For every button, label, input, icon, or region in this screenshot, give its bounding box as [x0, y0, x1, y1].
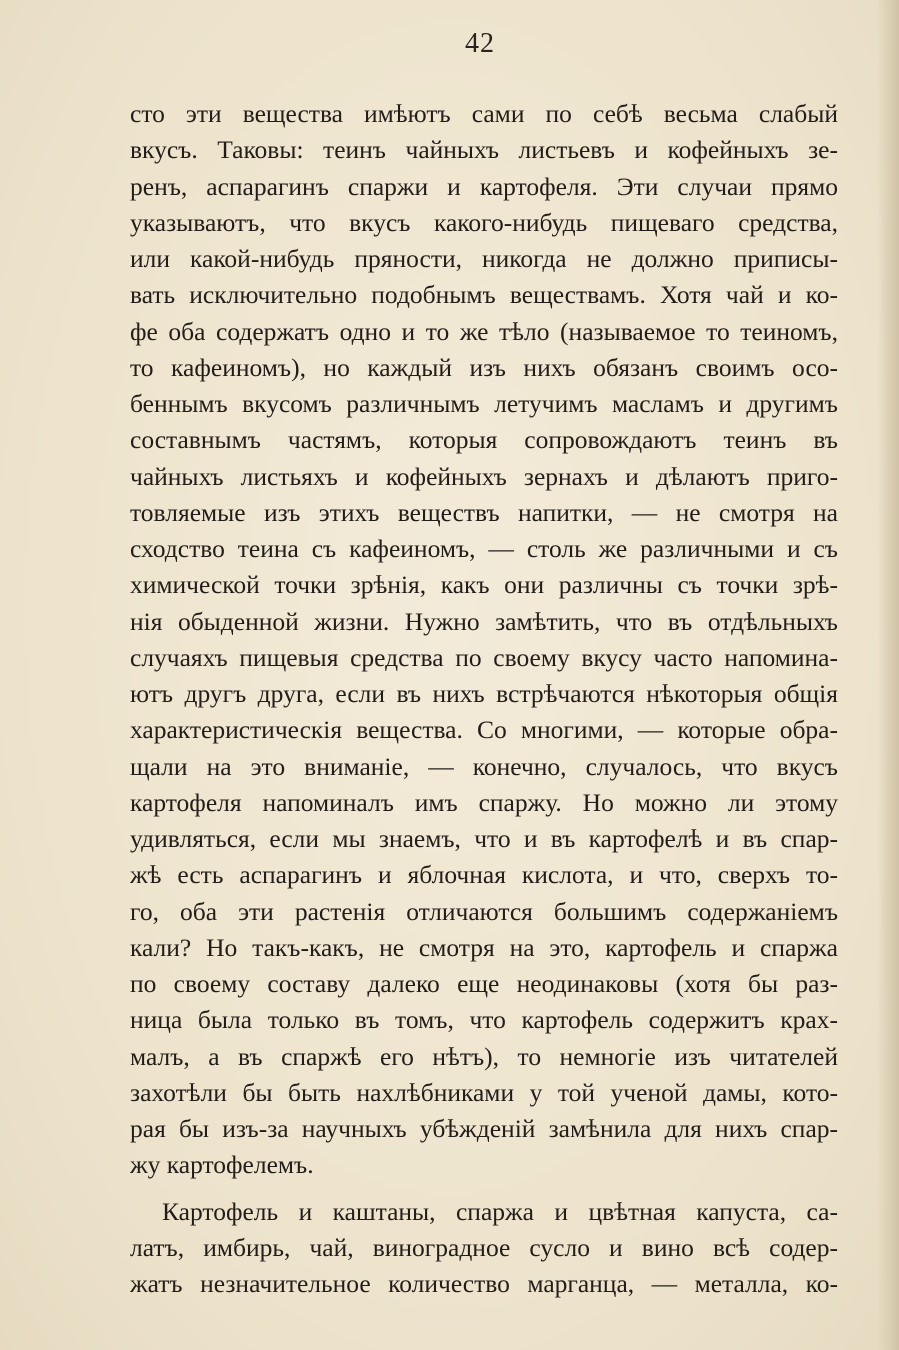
paragraph-start-line: Картофель и каштаны, спаржа и цвѣтная капуста, са-: [162, 1196, 838, 1226]
text-line: составнымъ частямъ, которыя сопровождаютъ теинъ въ: [130, 425, 838, 455]
text-line: жѣ есть аспарагинъ и яблочная кислота, и что, сверхъ то-: [130, 860, 838, 890]
paragraph-end-line: жу картофелемъ.: [130, 1150, 314, 1180]
text-line: беннымъ вкусомъ различнымъ летучимъ масламъ и другимъ: [130, 389, 838, 418]
text-line: вкусъ. Таковы: теинъ чайныхъ листьевъ и кофейныхъ зе-: [130, 135, 838, 165]
text-line: нія обыденной жизни. Нужно замѣтить, что въ отдѣльныхъ: [130, 606, 838, 636]
text-line: или какой-нибудь пряности, никогда не должно приписы-: [130, 244, 838, 273]
text-line: химической точки зрѣнія, какъ они различны съ точки зрѣ-: [130, 570, 838, 600]
text-line: ютъ другъ друга, если въ нихъ встрѣчаются нѣкоторыя общія: [130, 679, 838, 708]
text-line: го, оба эти растенія отличаются большимъ содержаніемъ: [130, 896, 838, 926]
text-line: рая бы изъ-за научныхъ убѣжденій замѣнила для нихъ спар-: [130, 1114, 838, 1143]
body-text: [130, 96, 838, 1302]
text-line: указываютъ, что вкусъ какого-нибудь пищеваго средства,: [130, 207, 838, 237]
text-line: по своему составу далеко еще неодинаковы (хотя бы раз-: [130, 969, 838, 998]
text-line: сходство теина съ кафеиномъ, — столь же различными и съ: [130, 534, 838, 563]
text-line: товляемые изъ этихъ веществъ напитки, — не смотря на: [130, 497, 838, 527]
text-line: то кафеиномъ), но каждый изъ нихъ обязанъ своимъ осо-: [130, 352, 838, 382]
text-line: удивляться, если мы знаемъ, что и въ картофелѣ и въ спар-: [130, 824, 838, 853]
text-line: щали на это вниманіе, — конечно, случалось, что вкусъ: [130, 751, 838, 781]
page-number: 42: [465, 28, 495, 59]
text-line: картофеля напоминалъ имъ спаржу. Но можно ли этому: [130, 787, 838, 817]
text-line: ница была только въ томъ, что картофель содержитъ крах-: [130, 1005, 838, 1035]
text-line: характеристическія вещества. Со многими, — которые обра-: [130, 715, 838, 745]
text-line: жатъ незначительное количество марганца, — металла, ко-: [130, 1269, 838, 1298]
text-line: фе оба содержатъ одно и то же тѣло (называемое то теиномъ,: [130, 316, 838, 346]
text-line: малъ, а въ спаржѣ его нѣтъ), то немногіе изъ читателей: [130, 1041, 838, 1071]
text-line: случаяхъ пищевыя средства по своему вкусу часто напомина-: [130, 642, 838, 672]
text-line: чайныхъ листьяхъ и кофейныхъ зернахъ и дѣлаютъ приго-: [130, 461, 838, 491]
text-line: сто эти вещества имѣютъ сами по себѣ весьма слабый: [130, 99, 838, 128]
text-line: латъ, имбирь, чай, виноградное сусло и вино всѣ содер-: [130, 1232, 838, 1262]
text-line: захотѣли бы быть нахлѣбниками у той ученой дамы, кото-: [130, 1077, 838, 1107]
text-line: кали? Но такъ-какъ, не смотря на это, картофель и спаржа: [130, 932, 838, 962]
text-line: вать исключительно подобнымъ веществамъ. Хотя чай и ко-: [130, 280, 838, 310]
page-edge-shadow: [877, 0, 899, 1350]
text-line: ренъ, аспарагинъ спаржи и картофеля. Эти случаи прямо: [130, 171, 838, 201]
